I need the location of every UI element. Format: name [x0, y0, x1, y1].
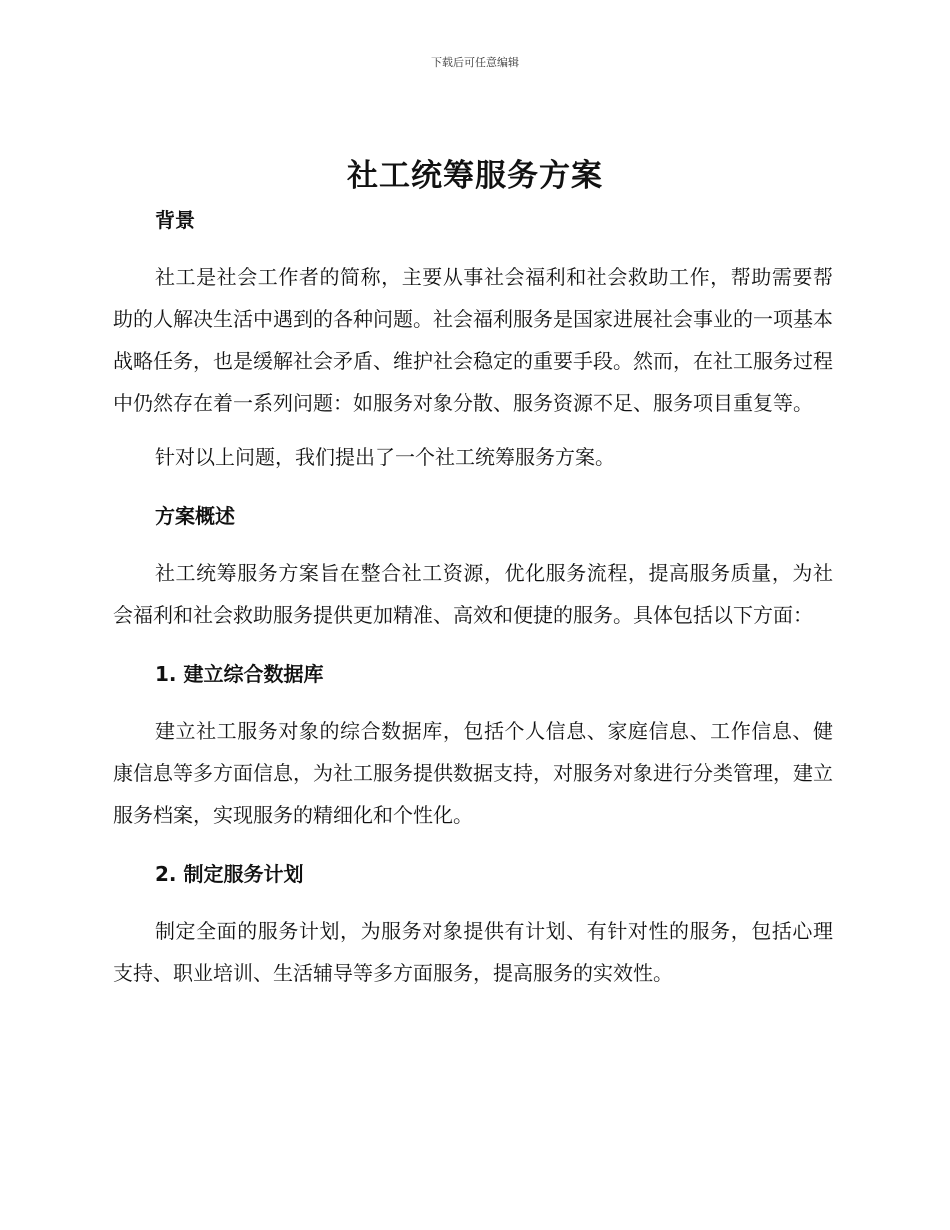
section-heading-database: 1. 建立综合数据库 [155, 662, 324, 686]
document-body [113, 196, 833, 994]
paragraph-background-2: 针对以上问题，我们提出了一个社工统筹服务方案。 [155, 445, 615, 469]
page-header-note: 下载后可任意编辑 [431, 56, 519, 69]
paragraph-database-1: 建立社工服务对象的综合数据库，包括个人信息、家庭信息、工作信息、健康信息等多方面信息，为社工服务提供数据支持，对服务对象进行分类管理，建立服务档案，实现服务的精细化和个性化。 [113, 719, 833, 827]
section-heading-service-plan: 2. 制定服务计划 [155, 862, 304, 886]
section-heading-overview: 方案概述 [155, 504, 235, 528]
paragraph-overview-1: 社工统筹服务方案旨在整合社工资源，优化服务流程，提高服务质量，为社会福利和社会救助服务提供更加精准、高效和便捷的服务。具体包括以下方面： [113, 561, 833, 627]
paragraph-background-1: 社工是社会工作者的简称，主要从事社会福利和社会救助工作，帮助需要帮助的人解决生活中遇到的各种问题。社会福利服务是国家进展社会事业的一项基本战略任务，也是缓解社会矛盾、维护社会稳定的重要手段。然而，在社工服务过程中仍然存在着一系列问题：如服务对象分散、服务资源不足、服务项目重复等。 [113, 265, 833, 415]
document-title: 社工统筹服务方案 [347, 158, 603, 194]
section-heading-background: 背景 [155, 208, 195, 232]
paragraph-service-plan-1: 制定全面的服务计划，为服务对象提供有计划、有针对性的服务，包括心理支持、职业培训、生活辅导等多方面服务，提高服务的实效性。 [113, 919, 833, 985]
